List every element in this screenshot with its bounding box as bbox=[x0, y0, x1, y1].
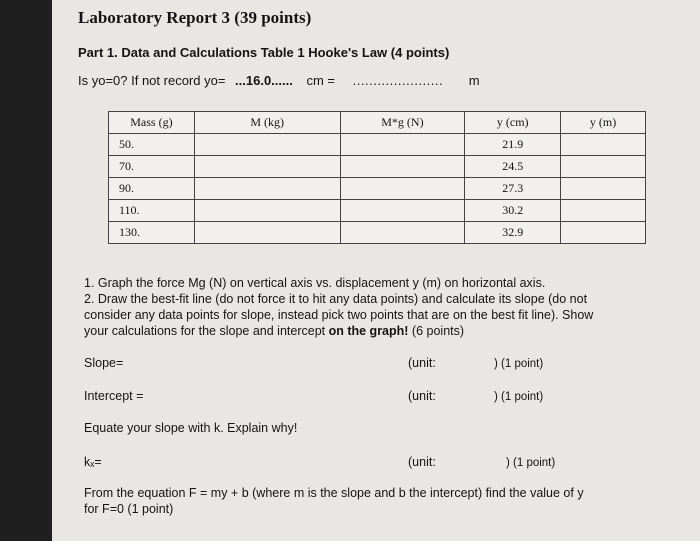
slope-points: ) (1 point) bbox=[494, 358, 544, 370]
y-cm-cell: 27.3 bbox=[465, 178, 561, 200]
m-kg-cell[interactable] bbox=[194, 156, 340, 178]
part1-heading: Part 1. Data and Calculations Table 1 Hooke's Law (4 points) bbox=[78, 45, 450, 60]
table-row bbox=[109, 178, 646, 200]
instruction-2-cont: consider any data points for slope, instead pick two points that are on the best fit line). Show bbox=[84, 308, 594, 322]
mg-n-cell[interactable] bbox=[340, 156, 465, 178]
intercept-label: Intercept = bbox=[84, 389, 144, 403]
y-cm-cell: 32.9 bbox=[465, 222, 561, 244]
final-question: From the equation F = my + b (where m is the slope and b the intercept) find the value of y bbox=[84, 486, 584, 500]
header-m-kg: M (kg) bbox=[194, 112, 340, 134]
m-kg-cell[interactable] bbox=[194, 222, 340, 244]
mg-n-cell[interactable] bbox=[340, 222, 465, 244]
intercept-unit: (unit: bbox=[408, 389, 436, 403]
m-kg-cell[interactable] bbox=[194, 178, 340, 200]
table-header-row bbox=[109, 112, 646, 134]
instruction-emphasis: on the graph! bbox=[328, 324, 409, 338]
k-points: ) (1 point) bbox=[506, 457, 556, 469]
table-row bbox=[109, 156, 646, 178]
y-cm-cell: 21.9 bbox=[465, 134, 561, 156]
report-title: Laboratory Report 3 (39 points) bbox=[78, 8, 312, 27]
header-y-cm: y (cm) bbox=[465, 112, 561, 134]
instruction-text: your calculations for the slope and intercept bbox=[84, 324, 329, 338]
mass-cell: 70. bbox=[109, 156, 195, 178]
equate-instruction: Equate your slope with k. Explain why! bbox=[84, 421, 298, 435]
y-cm-cell: 30.2 bbox=[465, 200, 561, 222]
k-unit: (unit: bbox=[408, 455, 436, 469]
header-mass: Mass (g) bbox=[109, 112, 195, 134]
instruction-2: 2. Draw the best-fit line (do not force it to hit any data points) and calculate its slope (do not bbox=[84, 292, 588, 306]
y-m-cell[interactable] bbox=[561, 222, 646, 244]
y-m-cell[interactable] bbox=[561, 134, 646, 156]
m-kg-cell[interactable] bbox=[194, 134, 340, 156]
table-row bbox=[109, 222, 646, 244]
yo-unit-cm: cm = bbox=[306, 73, 336, 88]
header-y-m: y (m) bbox=[561, 112, 646, 134]
k-label: kₓ= bbox=[84, 455, 102, 469]
mg-n-cell[interactable] bbox=[340, 134, 465, 156]
instruction-2-end bbox=[84, 324, 464, 338]
mass-cell: 50. bbox=[109, 134, 195, 156]
yo-dots: ...................... bbox=[352, 73, 444, 88]
y-m-cell[interactable] bbox=[561, 178, 646, 200]
mg-n-cell[interactable] bbox=[340, 200, 465, 222]
slope-label: Slope= bbox=[84, 356, 124, 370]
yo-unit-m: m bbox=[468, 73, 480, 88]
table-row bbox=[109, 200, 646, 222]
intercept-points: ) (1 point) bbox=[494, 391, 544, 403]
instruction-points: (6 points) bbox=[408, 324, 465, 338]
y-m-cell[interactable] bbox=[561, 200, 646, 222]
y-m-cell[interactable] bbox=[561, 156, 646, 178]
yo-value: ...16.0...... bbox=[235, 73, 293, 88]
final-question-cont: for F=0 (1 point) bbox=[84, 502, 174, 516]
m-kg-cell[interactable] bbox=[194, 200, 340, 222]
yo-question-line bbox=[78, 73, 480, 88]
hookes-law-table bbox=[108, 111, 646, 244]
mass-cell: 130. bbox=[109, 222, 195, 244]
table-row bbox=[109, 134, 646, 156]
y-cm-cell: 24.5 bbox=[465, 156, 561, 178]
slope-unit: (unit: bbox=[408, 356, 436, 370]
mg-n-cell[interactable] bbox=[340, 178, 465, 200]
mass-cell: 90. bbox=[109, 178, 195, 200]
instruction-1: 1. Graph the force Mg (N) on vertical axis vs. displacement y (m) on horizontal axis. bbox=[84, 276, 546, 290]
mass-cell: 110. bbox=[109, 200, 195, 222]
header-mg-n: M*g (N) bbox=[340, 112, 465, 134]
yo-question: Is yo=0? If not record yo= bbox=[78, 73, 226, 88]
